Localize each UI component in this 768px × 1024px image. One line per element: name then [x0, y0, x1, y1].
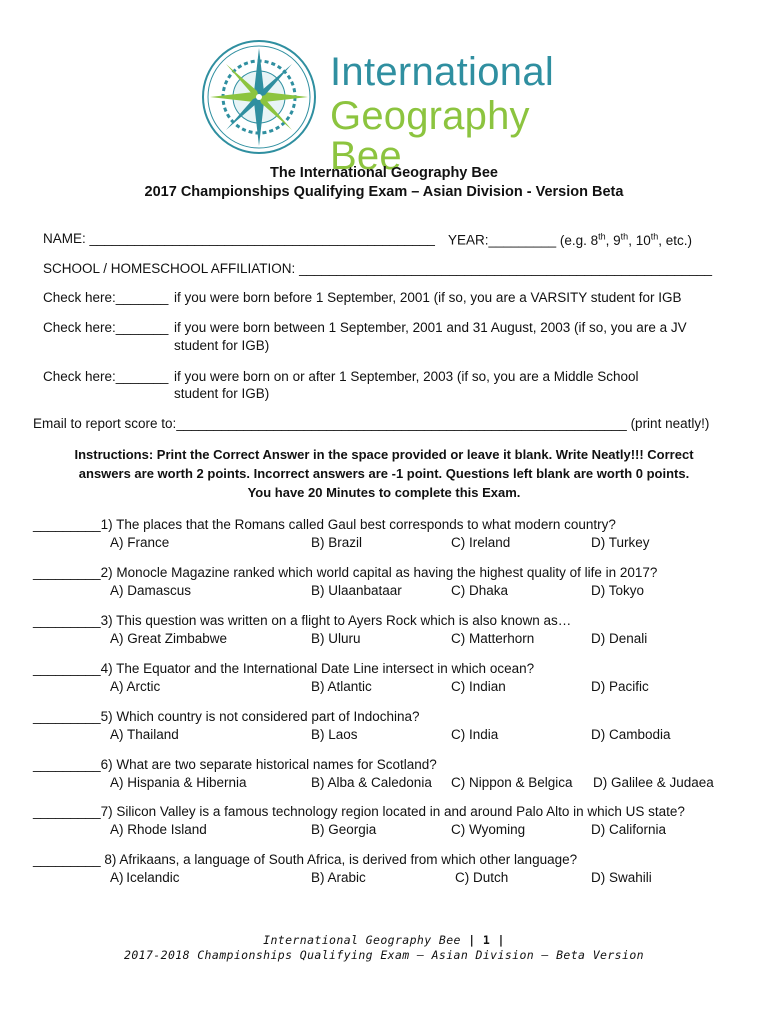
question-text: 3) This question was written on a flight to Ayers Rock which is also known as…: [100, 613, 572, 628]
school-row: [43, 261, 712, 276]
question-row: [33, 709, 420, 724]
option-a: A) Icelandic: [110, 870, 180, 885]
school-label: SCHOOL / HOMESCHOOL AFFILIATION:: [43, 261, 296, 276]
answer-blank[interactable]: _________: [33, 565, 101, 580]
check-middle-text-line1: if you were born on or after 1 September, 2003 (if so, you are a Middle School: [174, 369, 639, 384]
footer-title: International Geography Bee: [263, 933, 461, 947]
check-middle-text-line2: student for IGB): [174, 386, 270, 401]
question-text: 5) Which country is not considered part of Indochina?: [100, 709, 420, 724]
question-row: [33, 804, 685, 819]
school-field[interactable]: _______________________________________________________: [299, 261, 713, 276]
answer-blank[interactable]: _________: [33, 661, 101, 676]
year-row: [448, 231, 692, 248]
option-b: B) Atlantic: [311, 679, 372, 694]
page-subtitle: 2017 Championships Qualifying Exam – Asian Division - Version Beta: [144, 184, 624, 200]
instructions: [40, 445, 728, 502]
question-text: 2) Monocle Magazine ranked which world capital as having the highest quality of life in 2017?: [100, 565, 658, 580]
option-d: D) Galilee & Judaea: [593, 775, 714, 790]
option-c: C) Ireland: [451, 535, 511, 550]
footer-line2: 2017-2018 Championships Qualifying Exam – Asian Division – Beta Version: [124, 948, 644, 962]
logo-wordmark-line2: Geography Bee: [330, 94, 530, 178]
answer-blank[interactable]: _________: [33, 757, 101, 772]
check-jv-text-line2: student for IGB): [174, 338, 270, 353]
email-row: [33, 416, 709, 431]
compass-rose-icon: [200, 38, 318, 156]
option-c: C) India: [451, 727, 499, 742]
option-a: A) Rhode Island: [110, 822, 207, 837]
answer-blank[interactable]: _________: [33, 804, 101, 819]
option-c: C) Dhaka: [451, 583, 509, 598]
option-b: B) Georgia: [311, 822, 377, 837]
option-b: B) Arabic: [311, 870, 366, 885]
year-field[interactable]: _________: [488, 232, 557, 248]
name-field[interactable]: ______________________________________________: [89, 231, 435, 246]
name-label: NAME:: [43, 231, 86, 246]
instructions-line3: You have 20 Minutes to complete this Exam.: [247, 485, 521, 500]
question-row: [33, 757, 437, 772]
option-a: A) France: [110, 535, 170, 550]
year-hint: (e.g. 8th, 9th, 10th, etc.): [559, 231, 692, 248]
option-d: D) Cambodia: [591, 727, 671, 742]
option-a: A) Damascus: [110, 583, 192, 598]
option-d: D) Swahili: [591, 870, 652, 885]
page-number: | 1 |: [468, 933, 505, 947]
logo-wordmark-line1: International: [330, 50, 555, 94]
option-c: C) Wyoming: [451, 822, 526, 837]
question-row: [33, 517, 616, 532]
instructions-line1: Instructions: Print the Correct Answer in the space provided or leave it blank. Write Neatly!!! Correct: [74, 447, 694, 462]
option-c: C) Indian: [451, 679, 506, 694]
check-middle-label[interactable]: Check here:_______: [43, 369, 169, 384]
question-text: 4) The Equator and the International Date Line intersect in which ocean?: [100, 661, 535, 676]
answer-blank[interactable]: _________: [33, 852, 101, 867]
email-note: (print neatly!): [630, 416, 710, 431]
option-b: B) Alba & Caledonia: [311, 775, 432, 790]
answer-blank[interactable]: _________: [33, 613, 101, 628]
answer-blank[interactable]: _________: [33, 709, 101, 724]
option-a: A) Great Zimbabwe: [110, 631, 228, 646]
year-label: YEAR:: [448, 232, 489, 248]
question-row: [33, 565, 657, 580]
check-varsity-label[interactable]: Check here:_______: [43, 290, 169, 305]
option-b: B) Brazil: [311, 535, 363, 550]
question-row: [33, 661, 534, 676]
question-text: 7) Silicon Valley is a famous technology region located in and around Palo Alto in which US state?: [100, 804, 685, 819]
instructions-line2: answers are worth 2 points. Incorrect answers are -1 point. Questions left blank are worth 0 points.: [78, 466, 690, 481]
question-text: 6) What are two separate historical names for Scotland?: [100, 757, 437, 772]
answer-blank[interactable]: _________: [33, 517, 101, 532]
option-d: D) Tokyo: [591, 583, 645, 598]
name-row: [43, 231, 435, 246]
question-row: [33, 613, 571, 628]
option-c: C) Nippon & Belgica: [451, 775, 573, 790]
option-b: B) Uluru: [311, 631, 361, 646]
question-row: [33, 852, 577, 867]
question-text: 8) Afrikaans, a language of South Africa, is derived from which other language?: [100, 852, 578, 867]
email-field[interactable]: ____________________________________________________________: [176, 416, 627, 431]
page-title: The International Geography Bee: [269, 165, 498, 181]
option-d: D) Denali: [591, 631, 648, 646]
option-a: A) Arctic: [110, 679, 161, 694]
option-b: B) Laos: [311, 727, 358, 742]
check-jv-text-line1: if you were born between 1 September, 2001 and 31 August, 2003 (if so, you are a JV: [174, 320, 687, 335]
option-b: B) Ulaanbataar: [311, 583, 402, 598]
option-d: D) Turkey: [591, 535, 650, 550]
option-c: C) Dutch: [455, 870, 509, 885]
option-c: C) Matterhorn: [451, 631, 535, 646]
check-varsity-text: if you were born before 1 September, 2001 (if so, you are a VARSITY student for IGB: [174, 290, 682, 305]
email-label: Email to report score to:: [33, 416, 177, 431]
option-a: A) Thailand: [110, 727, 179, 742]
option-d: D) Pacific: [591, 679, 649, 694]
check-jv-label[interactable]: Check here:_______: [43, 320, 169, 335]
footer-line1: [0, 933, 768, 947]
option-d: D) California: [591, 822, 667, 837]
question-text: 1) The places that the Romans called Gaul best corresponds to what modern country?: [100, 517, 616, 532]
option-a: A) Hispania & Hibernia: [110, 775, 247, 790]
